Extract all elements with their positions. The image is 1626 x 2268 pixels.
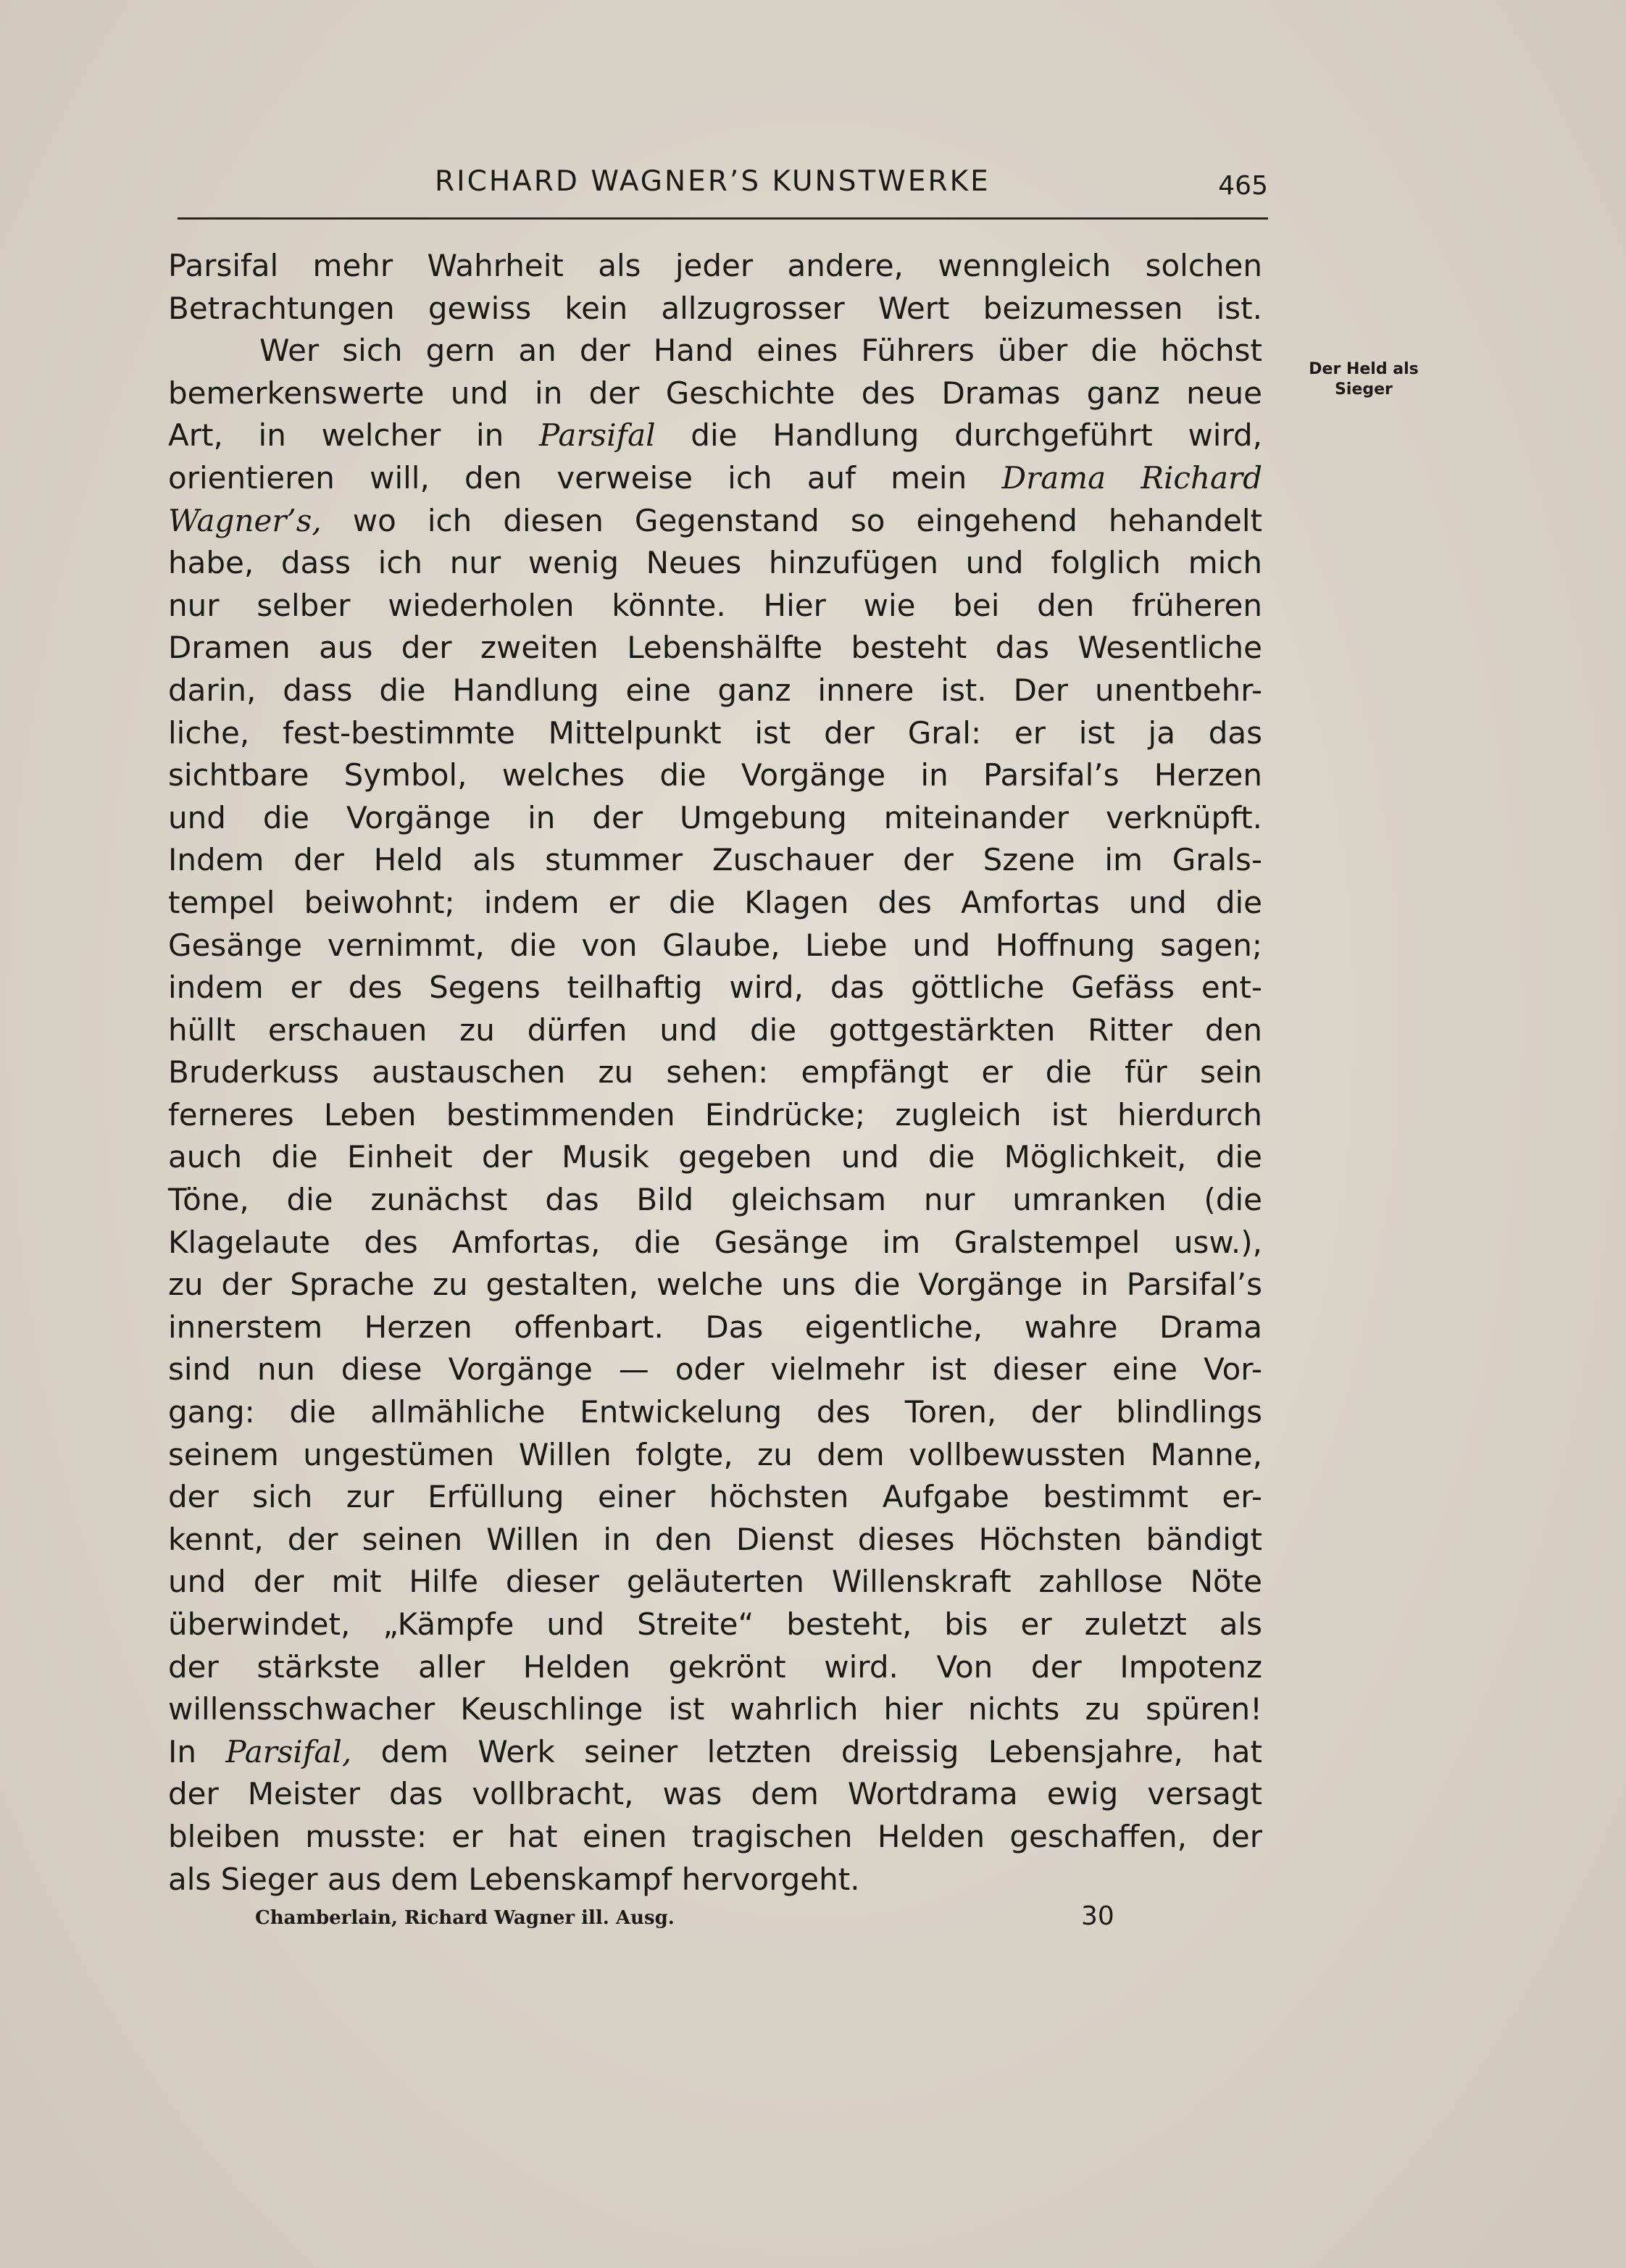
text-line: gang: die allmähliche Entwickelung des Toren, der blindlings [168, 1394, 1262, 1430]
text-line: innerstem Herzen offenbart. Das eigentliche, wahre Drama [168, 1309, 1262, 1345]
text-line: ferneres Leben bestimmenden Eindrücke; zugleich ist hierdurch [168, 1096, 1262, 1133]
sheet-number: 30 [1081, 1901, 1114, 1931]
text-segment: wo ich diesen Gegenstand so eingehend hehandelt [352, 502, 1262, 538]
marginal-note-line: Sieger [1335, 380, 1393, 399]
text-line [168, 414, 1262, 457]
text-segment: orientieren will, den verweise ich auf mein [168, 459, 967, 496]
text-line: Bruderkuss austauschen zu sehen: empfängt er die für sein [168, 1054, 1262, 1091]
text-segment: dem Werk seiner letzten dreissig Lebensjahre, hat [380, 1733, 1263, 1769]
text-line: auch die Einheit der Musik gegeben und die Möglichkeit, die [168, 1139, 1262, 1175]
text-line: bleiben musste: er hat einen tragischen Helden geschaffen, der [168, 1818, 1262, 1854]
text-line: sind nun diese Vorgänge — oder vielmehr ist dieser eine Vor- [168, 1351, 1262, 1388]
text-segment: die Handlung durchgeführt wird, [691, 417, 1263, 454]
text-line: der sich zur Erfüllung einer höchsten Aufgabe bestimmt er- [168, 1479, 1262, 1515]
text-line: und der mit Hilfe dieser geläuterten Willenskraft zahllose Nöte [168, 1564, 1262, 1600]
text-line: sichtbare Symbol, welches die Vorgänge in Parsifal’s Herzen [168, 757, 1262, 793]
text-segment: Art, in welcher in [168, 417, 504, 454]
text-line: Betrachtungen gewiss kein allzugrosser Wert beizumessen ist. [168, 290, 1262, 326]
text-line: der Meister das vollbracht, was dem Wortdrama ewig versagt [168, 1776, 1262, 1812]
text-line: zu der Sprache zu gestalten, welche uns die Vorgänge in Parsifal’s [168, 1267, 1262, 1303]
text-line [168, 1731, 1262, 1774]
text-line: Parsifal mehr Wahrheit als jeder andere, wenngleich solchen [168, 248, 1262, 283]
text-line: indem er des Segens teilhaftig wird, das göttliche Gefäss ent- [168, 970, 1262, 1006]
text-line: tempel beiwohnt; indem er die Klagen des Amfortas und die [168, 884, 1262, 920]
text-line: Dramen aus der zweiten Lebenshälfte besteht das Wesentliche [168, 630, 1262, 666]
text-line: Klagelaute des Amfortas, die Gesänge im Gralstempel usw.), [168, 1224, 1262, 1260]
page-footer [255, 1901, 1125, 1938]
text-line: habe, dass ich nur wenig Neues hinzufügen und folglich mich [168, 545, 1262, 581]
text-segment: In [168, 1733, 197, 1769]
running-head [178, 161, 1268, 204]
italic-title: Drama Richard [1001, 459, 1262, 496]
italic-title: Wagner’s, [168, 502, 322, 538]
header-rule [178, 217, 1268, 220]
marginal-note-line: Der Held als [1309, 360, 1419, 378]
text-line [168, 457, 1262, 500]
body-text [168, 245, 1262, 1901]
italic-title: Parsifal, [225, 1733, 352, 1769]
text-line: der stärkste aller Helden gekrönt wird. Von der Impotenz [168, 1648, 1262, 1685]
text-line: Gesänge vernimmt, die von Glaube, Liebe und Hoffnung sagen; [168, 927, 1262, 963]
text-line: bemerkenswerte und in der Geschichte des Dramas ganz neue [168, 375, 1262, 411]
text-line: Töne, die zunächst das Bild gleichsam nur umranken (die [168, 1182, 1262, 1218]
text-line: hüllt erschauen zu dürfen und die gottgestärkten Ritter den [168, 1012, 1262, 1048]
text-line: Wer sich gern an der Hand eines Führers über die höchst [259, 333, 1262, 369]
text-line: als Sieger aus dem Lebenskampf hervorgeht. [168, 1861, 860, 1897]
text-line: und die Vorgänge in der Umgebung miteinander verknüpft. [168, 799, 1262, 835]
italic-title: Parsifal [539, 417, 656, 454]
text-line [168, 500, 1262, 543]
page-number: 465 [1218, 171, 1268, 201]
text-line: Indem der Held als stummer Zuschauer der Szene im Grals- [168, 842, 1262, 878]
running-title: RICHARD WAGNER’S KUNSTWERKE [435, 165, 991, 198]
text-line: kennt, der seinen Willen in den Dienst dieses Höchsten bändigt [168, 1521, 1262, 1557]
marginal-note [1291, 359, 1436, 400]
text-line: liche, fest-bestimmte Mittelpunkt ist der Gral: er ist ja das [168, 714, 1262, 751]
text-line: seinem ungestümen Willen folgte, zu dem vollbewussten Manne, [168, 1436, 1262, 1472]
text-line: überwindet, „Kämpfe und Streite“ besteht, bis er zuletzt als [168, 1606, 1262, 1642]
text-line: nur selber wiederholen könnte. Hier wie bei den früheren [168, 587, 1262, 623]
signature-line: Chamberlain, Richard Wagner ill. Ausg. [255, 1907, 675, 1929]
text-line: willensschwacher Keuschlinge ist wahrlich hier nichts zu spüren! [168, 1691, 1262, 1727]
text-line: darin, dass die Handlung eine ganz innere ist. Der unentbehr- [168, 672, 1262, 708]
